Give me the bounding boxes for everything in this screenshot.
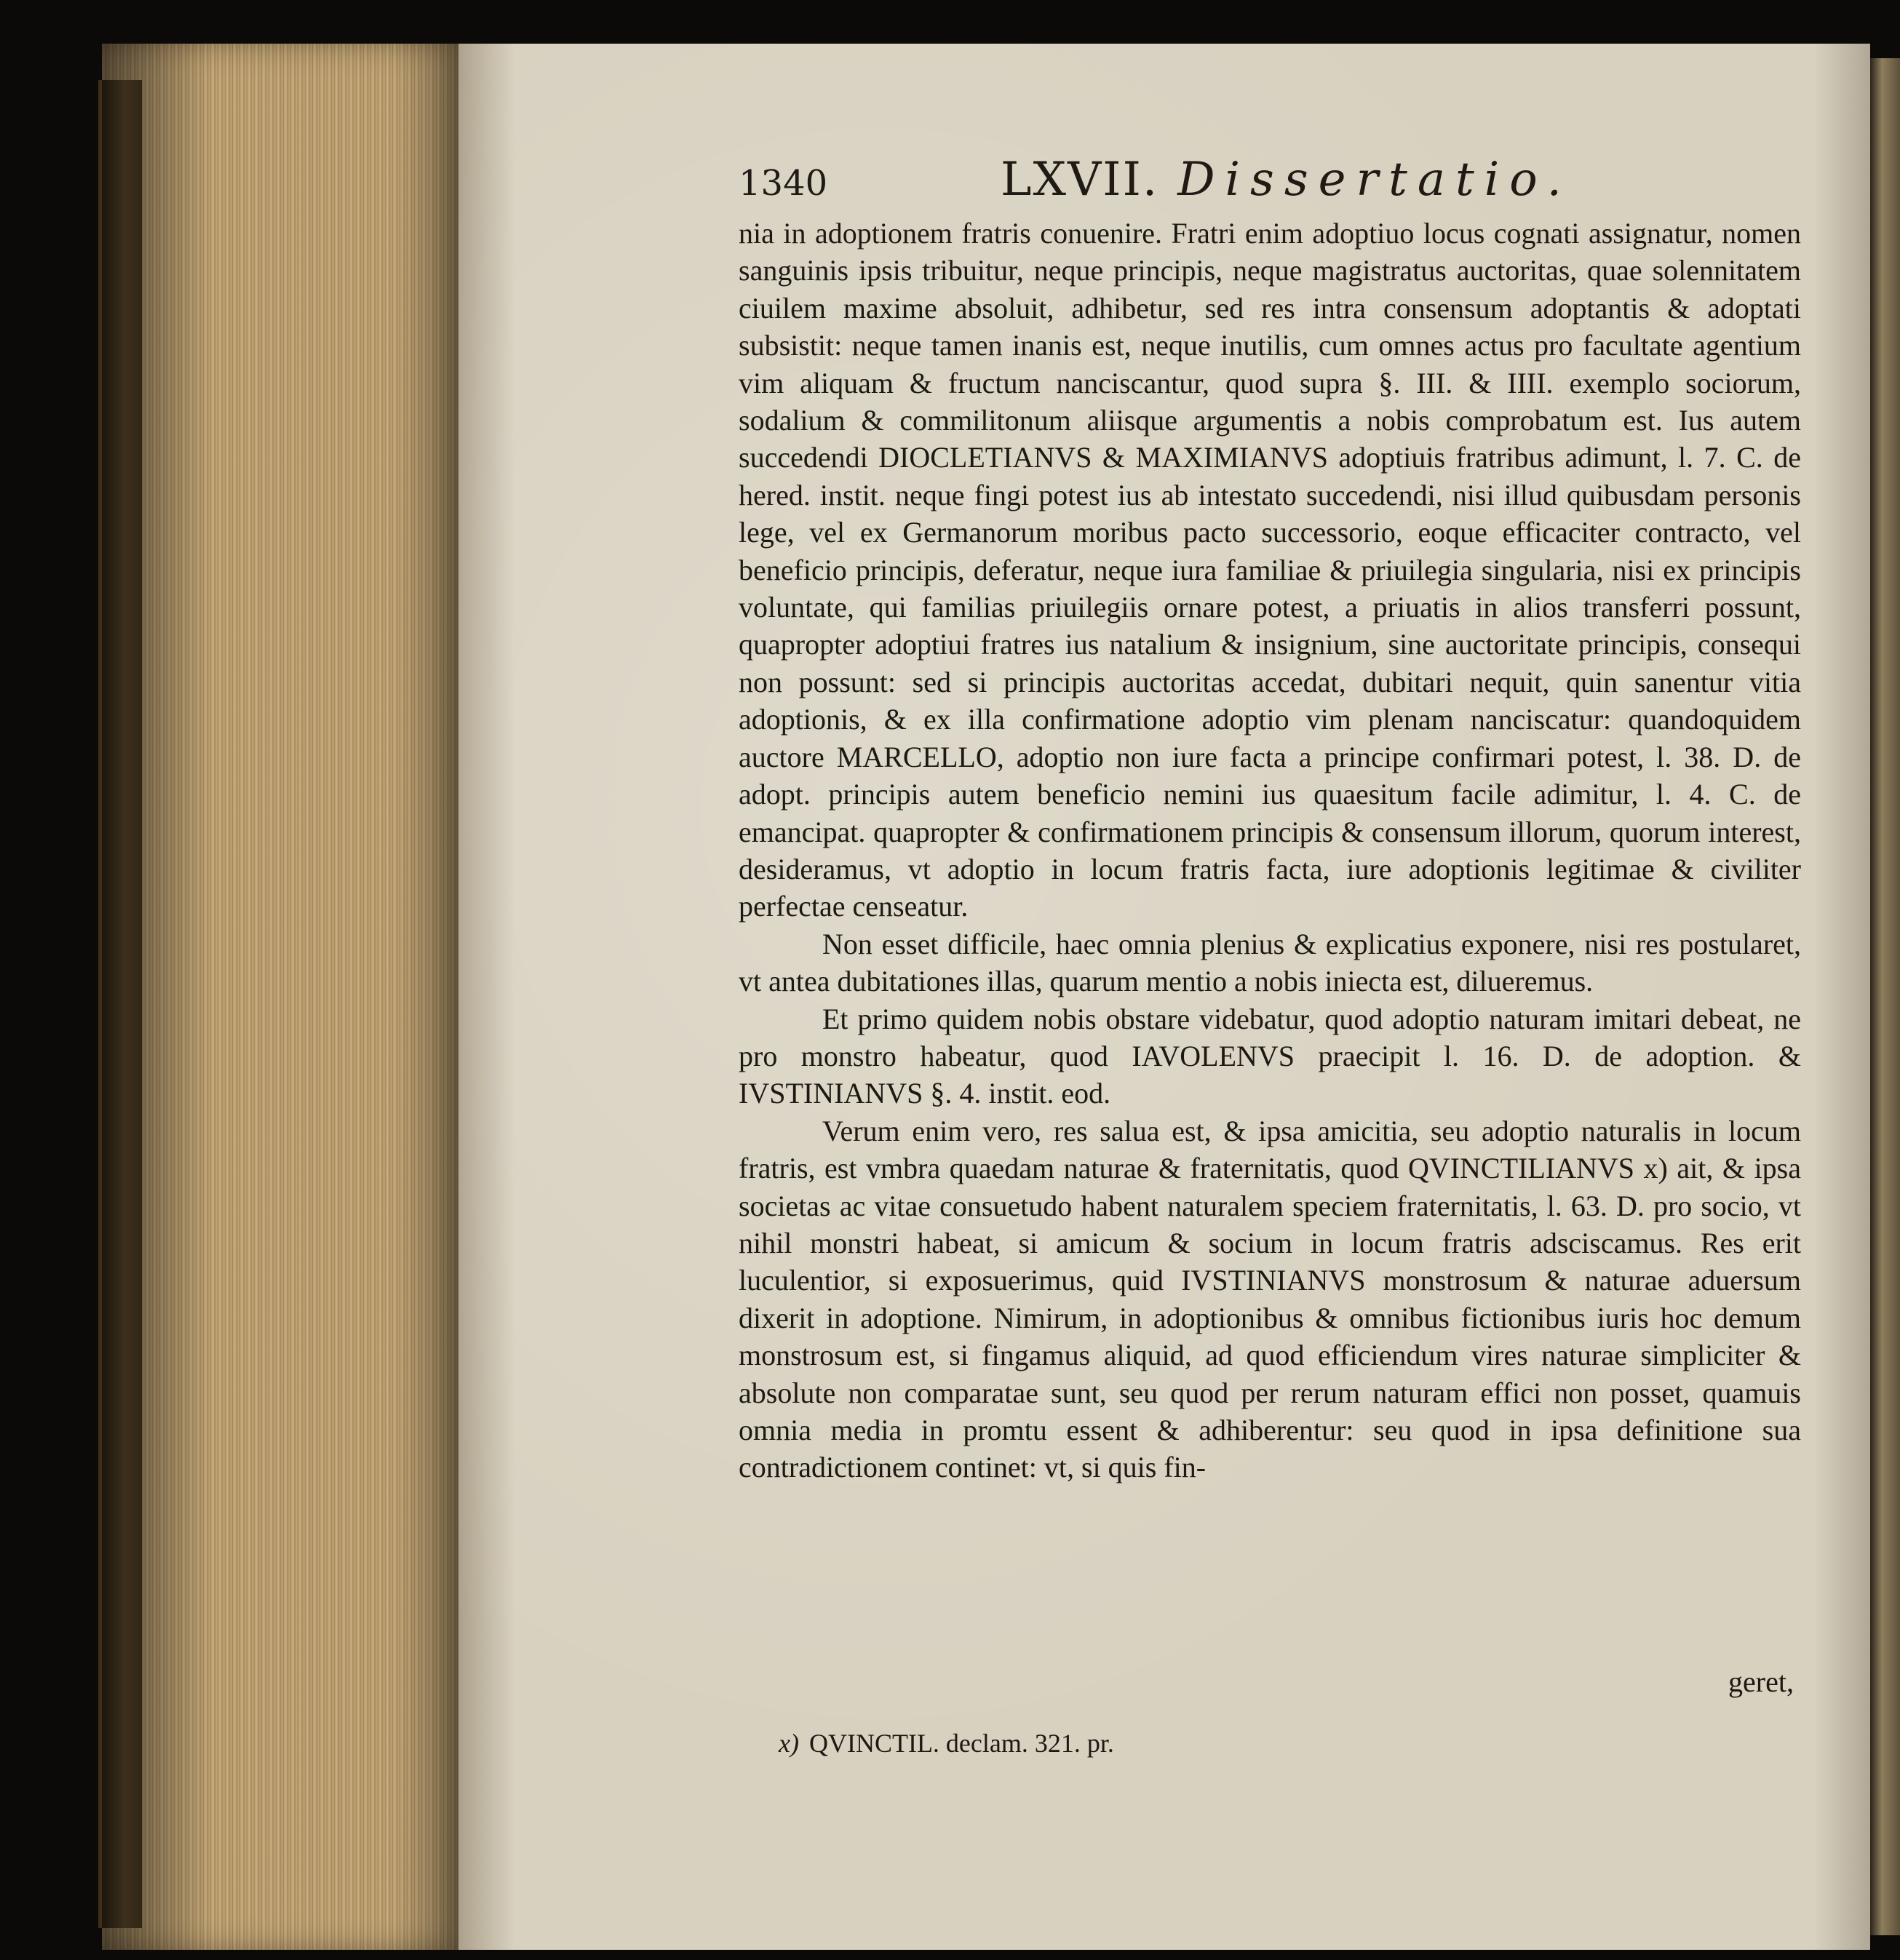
paragraph-3: Et primo quidem nobis obstare videbatur, quod adoptio naturam imitari debeat, ne pro monstro habeatur, quod IAVOLENVS praecipit l. 16. D. de adoption. & IVSTINIANVS §. 4. instit. eod. — [739, 1002, 1801, 1110]
book-page — [458, 44, 1870, 1950]
running-title — [1001, 153, 1572, 207]
paragraph-1: nia in adoptionem fratris conuenire. Fratri enim adoptiuo locus cognati assignatur, nomen sanguinis ipsis tribuitur, neque principis, neque magistratus auctoritas, quae solennitatem ciuilem maxime absoluit, adhibetur, sed res intra consensum adoptantis & adoptati subsistit: neque tamen inanis est, neque inutilis, cum omnes actus pro facultate agentium vim aliquam & fructum nanciscantur, quod supra §. III. & IIII. exemplo sociorum, sodalium & commilitonum aliisque argumentis a nobis comprobatum est. Ius autem succedendi DIOCLETIANVS & MAXIMIANVS adoptiuis fratribus adimunt, l. 7. C. de hered. instit. neque fingi potest ius ab intestato succedendi, nisi illud quibusdam personis lege, vel ex Germanorum moribus pacto successorio, eoque efficaciter contracto, vel beneficio principis, deferatur, neque iura familiae & priuilegia singularia, nisi ex principis voluntate, qui familias priuilegiis ornare potest, a priuatis in alios transferri possunt, quapropter adoptiui fratres ius natalium & insignium, sine auctoritate principis, consequi non possunt: sed si principis auctoritas accedat, dubitari nequit, quin sanentur vitia adoptionis, & ex illa confirmatione adoptio vim plenam nanciscatur: quandoquidem auctore MARCELLO, adoptio non iure facta a principe confirmari potest, l. 38. D. de adopt. principis autem beneficio nemini ius quaesitum facile adimitur, l. 4. C. de emancipat. quapropter & confirmationem principis & consensum illorum, quorum interest, desideramus, vt adoptio in locum fratris facta, iure adoptionis legitimae & civiliter perfectae censeatur. — [739, 217, 1801, 923]
paragraph-4: Verum enim vero, res salua est, & ipsa amicitia, seu adoptio naturalis in locum fratris, est vmbra quaedam naturae & fraternitatis, quod QVINCTILIANVS x) ait, & ipsa societas ac vitae consuetudo habent naturalem speciem fraternitatis, l. 63. D. pro socio, vt nihil monstri habeat, si amicum & socium in locum fratris adsciscamus. Res erit luculentior, si exposuerimus, quid IVSTINIANVS monstrosum & naturae aduersum dixerit in adoptione. Nimirum, in adoptionibus & omnibus fictionibus iuris hoc demum monstrosum est, si fingamus aliquid, ad quod efficiendum vires naturae simpliciter & absolute non comparatae sunt, seu quod per rerum naturam effici non posset, quamuis omnia media in promtu essent & adhiberentur: seu quod in ipsa definitione sua contradictionem continet: vt, si quis fin- — [739, 1114, 1801, 1484]
page-stack-shadow — [102, 44, 466, 1950]
catchword: geret, — [1728, 1665, 1794, 1698]
footnote — [779, 1728, 1114, 1758]
footnote-text: QVINCTIL. declam. 321. pr. — [808, 1729, 1114, 1758]
footnote-marker: x) — [779, 1729, 799, 1758]
dissertation-number: LXVII. — [1001, 153, 1159, 207]
facing-page-edge — [1870, 58, 1900, 1935]
dissertation-word: Dissertatio. — [1177, 153, 1572, 207]
page-number: 1340 — [739, 163, 828, 204]
paragraph-2: Non esset difficile, haec omnia plenius & explicatius exponere, nisi res postularet, vt antea dubitationes illas, quarum mentio a nobis iniecta est, dilueremus. — [739, 927, 1801, 998]
body-text — [739, 215, 1801, 1486]
running-header — [739, 153, 1830, 218]
